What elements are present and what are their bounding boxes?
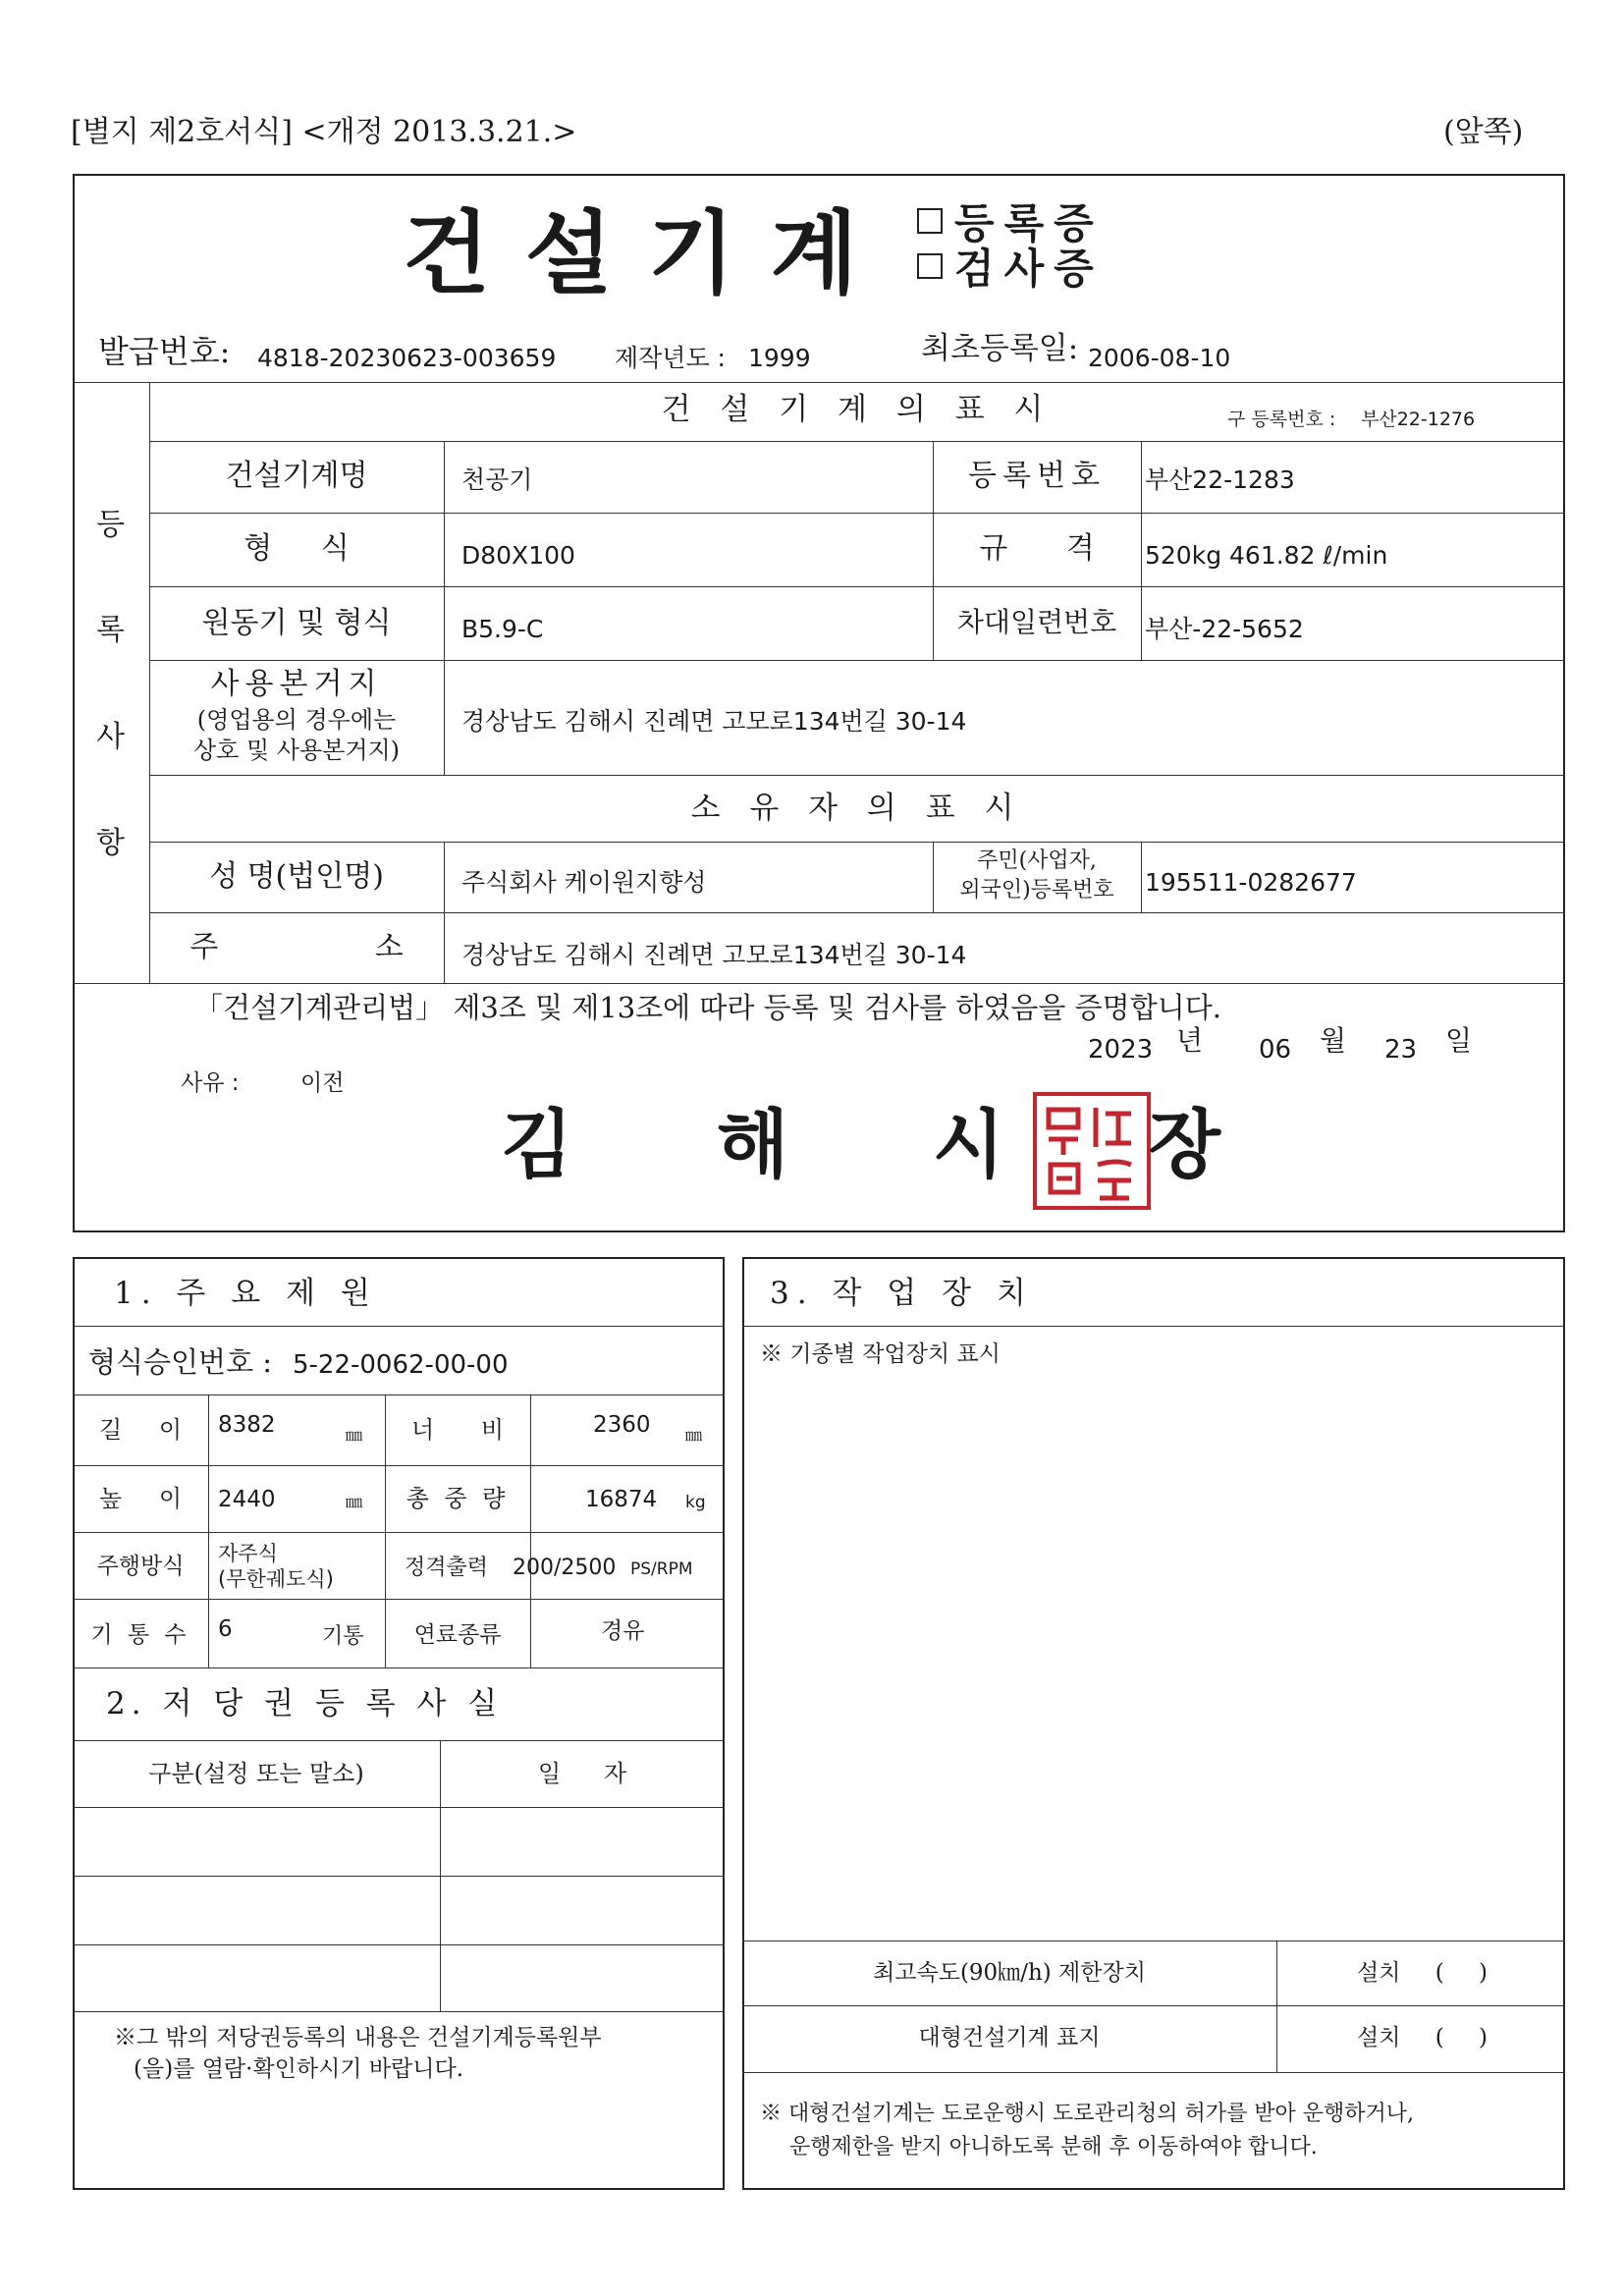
weight: 16874: [585, 1487, 658, 1512]
drive-label: 주행방식: [96, 1554, 185, 1579]
type-label: 형 식: [244, 531, 350, 566]
side-label-char: 항: [96, 826, 125, 860]
chassis-label: 차대일련번호: [956, 606, 1117, 638]
speed-limit-value: 설치 ( ): [1357, 1960, 1489, 1986]
cyl: 6: [218, 1616, 233, 1642]
reg-no: 부산22-1283: [1145, 465, 1295, 494]
section-machine: 건 설 기 계 의 표 시: [661, 392, 1054, 427]
divider: [73, 1599, 725, 1600]
divider: [73, 1807, 725, 1808]
fuel: 경유: [601, 1618, 645, 1644]
issuer: 김 해 시 장: [501, 1101, 1221, 1188]
work-device-title: 3. 작 업 장 치: [770, 1276, 1034, 1311]
divider: [149, 513, 1565, 514]
width-unit: ㎜: [685, 1426, 702, 1446]
length-unit: ㎜: [346, 1426, 362, 1446]
drive-type: (무한궤도식): [218, 1567, 334, 1591]
side-label-char: 록: [96, 613, 125, 647]
form-label: [별지 제2호서식] <개정 2013.3.21.>: [71, 115, 577, 149]
first-reg: 2006-08-10: [1088, 344, 1231, 372]
divider: [444, 441, 445, 775]
warning-note: 운행제한을 받지 아니하도록 분해 후 이동하여야 합니다.: [789, 2135, 1318, 2159]
large-machine-value: 설치 ( ): [1357, 2025, 1489, 2050]
divider: [73, 1876, 725, 1877]
section-owner: 소 유 자 의 표 시: [690, 791, 1024, 826]
old-reg-value: 부산22-1276: [1361, 409, 1476, 430]
divider: [1276, 1941, 1277, 2072]
cyl-label: 기 통 수: [90, 1622, 190, 1648]
divider: [73, 1532, 725, 1533]
height-label: 높 이: [99, 1485, 182, 1512]
year: 1999: [748, 344, 811, 372]
height: 2440: [218, 1487, 276, 1512]
owner-name: 주식회사 케이원지향성: [461, 868, 707, 897]
base-label-note: 상호 및 사용본거지): [192, 737, 401, 764]
speed-limit-label: 최고속도(90㎞/h) 제한장치: [873, 1960, 1146, 1986]
certificate-title: 건설기계: [403, 200, 893, 306]
issue-no-label: 발급번호:: [98, 333, 231, 370]
divider: [149, 842, 1565, 843]
certificate-box: [73, 174, 1565, 1232]
reason-label: 사유 :: [181, 1070, 240, 1096]
issue-year-unit: 년: [1176, 1024, 1204, 1057]
divider: [73, 1944, 725, 1945]
weight-label: 총 중 량: [406, 1485, 510, 1512]
issue-day-unit: 일: [1445, 1024, 1473, 1057]
length: 8382: [218, 1412, 276, 1438]
height-unit: ㎜: [346, 1493, 362, 1512]
reg-no-label: 등록번호: [968, 459, 1106, 493]
id-label: 외국인)등록번호: [959, 878, 1114, 902]
first-reg-label: 최초등록일:: [921, 331, 1079, 366]
mortgage-col-date: 일 자: [538, 1760, 626, 1787]
name-label: 성 명(법인명): [209, 859, 384, 894]
divider: [149, 660, 1565, 661]
issue-month-unit: 월: [1320, 1024, 1347, 1057]
issue-no: 4818-20230623-003659: [257, 344, 557, 372]
cyl-unit: 기통: [322, 1624, 364, 1649]
address-label: 주 소: [189, 930, 404, 964]
divider: [73, 1326, 725, 1327]
large-machine-label: 대형건설기계 표지: [918, 2025, 1101, 2050]
width-label: 너 비: [411, 1416, 504, 1444]
width: 2360: [593, 1412, 651, 1438]
old-reg-label: 구 등록번호 :: [1227, 409, 1336, 430]
divider: [149, 586, 1565, 587]
power: 200/2500: [513, 1556, 617, 1580]
divider: [1141, 842, 1142, 912]
divider: [73, 983, 1565, 984]
warning-note: ※ 대형건설기계는 도로운행시 도로관리청의 허가를 받아 운행하거나,: [760, 2102, 1415, 2126]
divider: [440, 1740, 441, 2011]
option-registration: 등록증: [954, 199, 1104, 247]
work-device-note: ※ 기종별 작업장치 표시: [760, 1341, 1001, 1367]
base-label-note: (영업용의 경우에는: [196, 706, 397, 734]
divider: [73, 1740, 725, 1741]
divider: [73, 1394, 725, 1395]
weight-unit: kg: [685, 1493, 706, 1512]
base-label: 사용본거지: [210, 667, 383, 701]
base-address: 경상남도 김해시 진례면 고모로134번길 30-14: [461, 707, 967, 736]
issue-month: 06: [1259, 1035, 1292, 1065]
spec-label: 규 격: [979, 531, 1095, 566]
approval-label: 형식승인번호 :: [88, 1345, 273, 1379]
specs-title: 1. 주 요 제 원: [114, 1276, 378, 1311]
side-label-char: 등: [96, 508, 125, 542]
issue-day: 23: [1384, 1035, 1418, 1065]
side-label: (앞쪽): [1443, 115, 1524, 149]
divider: [149, 775, 1565, 776]
divider: [742, 2072, 1565, 2073]
mortgage-note: ※그 밖의 저당권등록의 내용은 건설기계등록원부: [114, 2025, 602, 2050]
approval-no: 5-22-0062-00-00: [293, 1350, 509, 1380]
inspection-checkbox[interactable]: [917, 253, 943, 279]
divider: [1141, 441, 1142, 660]
reason: 이전: [300, 1070, 345, 1096]
power-unit: PS/RPM: [630, 1559, 693, 1579]
divider: [73, 2011, 725, 2012]
engine: B5.9-C: [461, 615, 544, 643]
divider: [73, 1465, 725, 1466]
divider: [73, 382, 1565, 383]
id-label: 주민(사업자,: [977, 848, 1097, 873]
fuel-label: 연료종류: [413, 1622, 502, 1648]
engine-label: 원동기 및 형식: [201, 606, 392, 640]
certification-statement: 「건설기계관리법」 제3조 및 제13조에 따라 등록 및 검사를 하였음을 증명합니다.: [194, 991, 1221, 1024]
divider: [73, 1667, 725, 1668]
drive: 자주식: [218, 1542, 278, 1565]
divider: [444, 842, 445, 983]
type: D80X100: [461, 541, 575, 570]
divider: [742, 2005, 1565, 2006]
mortgage-col-type: 구분(설정 또는 말소): [148, 1760, 364, 1787]
spec: 520kg 461.82 ℓ/min: [1145, 541, 1388, 570]
mortgage-title: 2. 저 당 권 등 록 사 실: [106, 1686, 504, 1722]
option-inspection: 검사증: [954, 245, 1104, 293]
machine-name: 천공기: [461, 465, 533, 494]
owner-id: 195511-0282677: [1145, 868, 1357, 897]
year-label: 제작년도 :: [615, 344, 726, 372]
divider: [149, 441, 1565, 442]
divider: [742, 1326, 1565, 1327]
divider: [208, 1394, 209, 1667]
length-label: 길 이: [99, 1416, 182, 1444]
side-label-char: 사: [96, 720, 125, 754]
machine-name-label: 건설기계명: [225, 459, 368, 493]
divider: [530, 1394, 531, 1667]
registration-checkbox[interactable]: [917, 208, 943, 234]
issue-year: 2023: [1088, 1035, 1154, 1065]
chassis: 부산-22-5652: [1145, 615, 1304, 643]
divider: [149, 912, 1565, 913]
mortgage-note: (을)를 열람·확인하시기 바랍니다.: [134, 2056, 464, 2082]
owner-address: 경상남도 김해시 진례면 고모로134번길 30-14: [461, 941, 967, 969]
power-label: 정격출력: [405, 1556, 489, 1580]
